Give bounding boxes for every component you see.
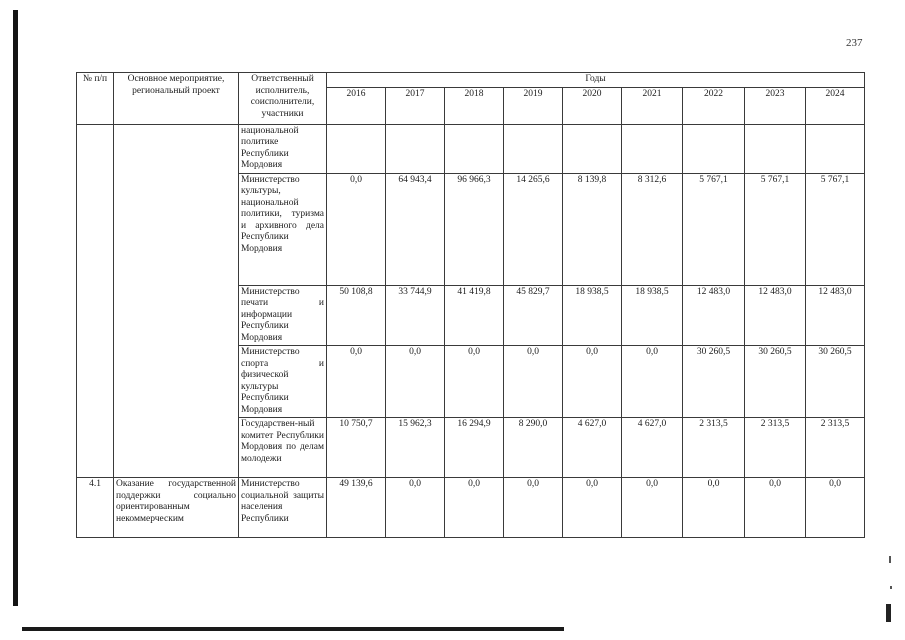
value-cell: 0,0 — [745, 478, 806, 538]
value-cell: 15 962,3 — [386, 418, 445, 478]
responsible-cell: Министерство культуры, национальной политики, туризма и архивного дела Республики Мордовия — [239, 173, 327, 285]
value-cell: 33 744,9 — [386, 285, 445, 346]
activity-cell: Оказание государственной поддержки социально ориентированным некоммерческим — [114, 478, 239, 538]
value-cell: 0,0 — [683, 478, 745, 538]
value-cell: 2 313,5 — [806, 418, 865, 478]
value-cell — [622, 124, 683, 173]
value-cell: 50 108,8 — [327, 285, 386, 346]
value-cell: 0,0 — [622, 346, 683, 418]
scan-edge-left — [13, 10, 18, 606]
budget-table — [76, 72, 865, 538]
value-cell: 41 419,8 — [445, 285, 504, 346]
value-cell — [745, 124, 806, 173]
value-cell: 0,0 — [327, 346, 386, 418]
value-cell: 16 294,9 — [445, 418, 504, 478]
value-cell: 8 312,6 — [622, 173, 683, 285]
value-cell: 0,0 — [504, 346, 563, 418]
value-cell — [327, 124, 386, 173]
value-cell: 12 483,0 — [806, 285, 865, 346]
value-cell: 64 943,4 — [386, 173, 445, 285]
value-cell: 5 767,1 — [745, 173, 806, 285]
scan-speck — [890, 586, 892, 589]
value-cell: 0,0 — [504, 478, 563, 538]
scan-speck — [889, 556, 891, 563]
header-year: 2019 — [504, 87, 563, 124]
value-cell: 0,0 — [806, 478, 865, 538]
value-cell: 45 829,7 — [504, 285, 563, 346]
value-cell: 0,0 — [327, 173, 386, 285]
value-cell: 0,0 — [563, 478, 622, 538]
responsible-cell: Министерство печати и информации Республики Мордовия — [239, 285, 327, 346]
value-cell: 49 139,6 — [327, 478, 386, 538]
value-cell: 12 483,0 — [683, 285, 745, 346]
responsible-cell: национальной политике Республики Мордовия — [239, 124, 327, 173]
header-year: 2023 — [745, 87, 806, 124]
header-year: 2017 — [386, 87, 445, 124]
value-cell: 8 139,8 — [563, 173, 622, 285]
value-cell: 0,0 — [445, 478, 504, 538]
value-cell — [806, 124, 865, 173]
value-cell: 30 260,5 — [745, 346, 806, 418]
table-row — [77, 124, 865, 173]
value-cell: 2 313,5 — [683, 418, 745, 478]
page-number: 237 — [846, 37, 863, 49]
value-cell: 18 938,5 — [563, 285, 622, 346]
value-cell: 10 750,7 — [327, 418, 386, 478]
value-cell — [445, 124, 504, 173]
value-cell: 4 627,0 — [622, 418, 683, 478]
value-cell: 8 290,0 — [504, 418, 563, 478]
value-cell: 0,0 — [386, 478, 445, 538]
value-cell — [563, 124, 622, 173]
header-responsible: Ответственный исполнитель, соисполнители, участники — [239, 73, 327, 125]
value-cell: 30 260,5 — [683, 346, 745, 418]
num-cell — [77, 124, 114, 478]
value-cell — [386, 124, 445, 173]
header-year: 2020 — [563, 87, 622, 124]
value-cell: 30 260,5 — [806, 346, 865, 418]
header-year: 2021 — [622, 87, 683, 124]
responsible-cell: Министерство спорта и физической культуры Республики Мордовия — [239, 346, 327, 418]
value-cell: 2 313,5 — [745, 418, 806, 478]
value-cell: 0,0 — [445, 346, 504, 418]
header-year: 2022 — [683, 87, 745, 124]
value-cell: 0,0 — [622, 478, 683, 538]
header-year: 2018 — [445, 87, 504, 124]
num-cell: 4.1 — [77, 478, 114, 538]
table-row — [77, 478, 865, 538]
header-years-group: Годы — [327, 73, 865, 88]
header-activity: Основное мероприятие, региональный проект — [114, 73, 239, 125]
responsible-cell: Министерство социальной защиты населения Республики — [239, 478, 327, 538]
value-cell — [504, 124, 563, 173]
value-cell: 5 767,1 — [683, 173, 745, 285]
responsible-cell: Государствен-ный комитет Республики Мордовия по делам молодежи — [239, 418, 327, 478]
value-cell: 14 265,6 — [504, 173, 563, 285]
value-cell: 5 767,1 — [806, 173, 865, 285]
value-cell: 18 938,5 — [622, 285, 683, 346]
header-year: 2016 — [327, 87, 386, 124]
header-num: № п/п — [77, 73, 114, 125]
value-cell: 12 483,0 — [745, 285, 806, 346]
value-cell: 96 966,3 — [445, 173, 504, 285]
value-cell: 4 627,0 — [563, 418, 622, 478]
value-cell: 0,0 — [386, 346, 445, 418]
value-cell — [683, 124, 745, 173]
scan-edge-bottom — [22, 627, 564, 631]
activity-cell — [114, 124, 239, 478]
header-year: 2024 — [806, 87, 865, 124]
scan-speck — [886, 604, 891, 622]
value-cell: 0,0 — [563, 346, 622, 418]
